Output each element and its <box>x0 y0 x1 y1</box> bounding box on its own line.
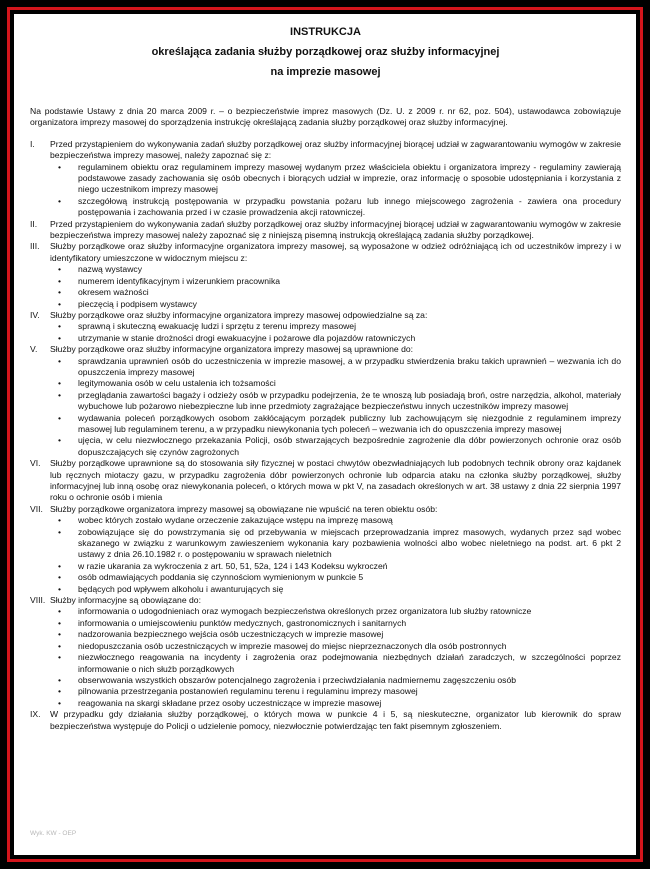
bullet-item: • osób odmawiających poddania się czynnościom wymienionym w punkcie 5 <box>78 572 621 583</box>
bullet-item: • obserwowania wszystkich obszarów potencjalnego zagrożenia i przeciwdziałania nadmiernemu zagęszczeniu osób <box>78 675 621 686</box>
bullet-list <box>50 321 621 344</box>
bullet-item: • pilnowania przestrzegania postanowień regulaminu terenu i regulaminu imprezy masowej <box>78 686 621 697</box>
bullet-item: • będących pod wpływem alkoholu i awanturujących się <box>78 584 621 595</box>
section-number: V. <box>30 344 38 355</box>
section-number: VII. <box>30 503 43 514</box>
section-text: Przed przystąpieniem do wykonywania zadań służby porządkowej oraz służby informacyjnej biorącej udział w zagwarantowaniu wymogów w zakresie bezpieczeństwa imprezy masowej należy zapoznać się z niniejszą pisemną instrukcją określającą zadania służby porządkowej. <box>50 218 621 241</box>
section-text: Służby informacyjne są obowiązane do: <box>50 595 201 606</box>
bullet-list <box>50 356 621 459</box>
section-text: Służby porządkowe uprawnione są do stosowania siły fizycznej w postaci chwytów obezwładniających lub podobnych technik obrony oraz kajdanek lub ręcznych miotaczy gazu, w przypadku zagrożenia dóbr powierzonych ochronie lub odparcia ataku na członka służby porządkowej, służby informacyjnej lub inną osobę oraz niewykonania poleceń, o których mowa w pkt V, na zasadach określonych w art. 38 ustawy z dnia 22 sierpnia 1997 roku o ochronie osób i mienia <box>50 458 621 503</box>
intro-paragraph: Na podstawie Ustawy z dnia 20 marca 2009 r. – o bezpieczeństwie imprez masowych (Dz. U. z 2009 r. nr 62, poz. 504), ustawodawca zobowiązuje organizatora imprezy masowej do sporządzenia instrukcję określającą zadania służby porządkowej oraz służby informacyjnej. <box>30 106 621 128</box>
section-number: I. <box>30 138 35 149</box>
section-item <box>30 595 621 709</box>
section-item <box>30 219 621 242</box>
bullet-item: • wydawania poleceń porządkowych osobom zakłócającym porządek publiczny lub zachowującym się niezgodnie z regulaminem imprezy masowej lub regulaminem terenu, a w przypadku niewykonania tych poleceń – wezwania ich do opuszczenia imprezy masowej <box>78 413 621 436</box>
section-item <box>30 504 621 595</box>
bullet-item: • pieczęcią i podpisem wystawcy <box>78 299 621 310</box>
bullet-list <box>50 515 621 595</box>
section-text: Służby porządkowe oraz służby informacyjne organizatora imprezy masowej odpowiedzialne są za: <box>50 309 428 320</box>
bullet-list <box>50 264 621 310</box>
section-text: W przypadku gdy działania służby porządkowej, o których mowa w punkcie 4 i 5, są nieskuteczne, organizator lub kierownik do spraw bezpieczeństwa występuje do Policji o udzielenie pomocy, niezwłocznie potwierdzając ten fakt pisemnym zgłoszeniem. <box>50 709 621 731</box>
bullet-item: • okresem ważności <box>78 287 621 298</box>
section-text: Przed przystąpieniem do wykonywania zadań służby porządkowej oraz służby informacyjnej biorącej udział w zagwarantowaniu wymogów w zakresie bezpieczeństwa imprezy masowej, należy zapoznać się z: <box>50 138 621 161</box>
section-item <box>30 310 621 344</box>
bullet-item: • informowania o umiejscowieniu punktów medycznych, gastronomicznych i sanitarnych <box>78 618 621 629</box>
document-title <box>30 22 621 82</box>
section-number: IV. <box>30 309 40 320</box>
bullet-item: • reagowania na skargi składane przez osoby uczestniczące w imprezie masowej <box>78 698 621 709</box>
section-number: VIII. <box>30 595 46 606</box>
sections-list <box>30 139 621 732</box>
bullet-item: • w razie ukarania za wykroczenia z art. 50, 51, 52a, 124 i 143 Kodeksu wykroczeń <box>78 561 621 572</box>
section-number: II. <box>30 218 38 229</box>
section-number: III. <box>30 241 40 252</box>
section-text: Służby porządkowe organizatora imprezy masowej są obowiązane nie wpuścić na teren obiektu osób: <box>50 503 438 514</box>
section-item <box>30 139 621 219</box>
section-item <box>30 709 621 732</box>
bullet-item: • utrzymanie w stanie drożności drogi ewakuacyjne i pożarowe dla pojazdów ratowniczych <box>78 333 621 344</box>
section-item <box>30 241 621 309</box>
bullet-item: • ujęcia, w celu niezwłocznego przekazania Policji, osób stwarzających bezpośrednie zagrożenie dla dóbr powierzonych ochronie oraz osób dopuszczających się czynów zagrożonych <box>78 435 621 458</box>
bullet-item: • zobowiązujące się do powstrzymania się od przebywania w miejscach przeprowadzania imprez masowych, wydanych przez sąd wobec skazanego w związku z warunkowym zawieszeniem wykonania kary pozbawienia wolności albo wobec nieletniego na podst. art. 6 pkt 2 ustawy z dnia 26.10.1982 r. o postępowaniu w sprawach nieletnich <box>78 527 621 561</box>
bullet-item: • regulaminem obiektu oraz regulaminem imprezy masowej wydanym przez właściciela obiektu i organizatora imprezy - regulaminy zawierają podstawowe zasady zachowania się osób obecnych i biorących udział w imprezie, oraz informację o sposobie udostępniania i korzystania z niego uczestnikom imprezy masowej <box>78 162 621 196</box>
section-text: Służby porządkowe oraz służby informacyjne organizatora imprezy masowej są uprawnione do: <box>50 344 414 355</box>
section-number: IX. <box>30 709 41 720</box>
bullet-list <box>50 606 621 709</box>
bullet-item: • sprawdzania uprawnień osób do uczestniczenia w imprezie masowej, a w przypadku stwierdzenia braku takich uprawnień – wezwania ich do opuszczenia imprezy masowej <box>78 356 621 379</box>
bullet-item: • niezwłocznego reagowania na incydenty i zagrożenia oraz podejmowania niezbędnych działań zaradczych, w szczególności poprzez informowanie o nich służb porządkowych <box>78 652 621 675</box>
bullet-item: • nazwą wystawcy <box>78 264 621 275</box>
title-line: określająca zadania służby porządkowej oraz służby informacyjnej <box>151 46 500 58</box>
bullet-item: • numerem identyfikacyjnym i wizerunkiem pracownika <box>78 276 621 287</box>
bullet-item: • niedopuszczania osób uczestniczących w imprezie masowej do miejsc nieprzeznaczonych dla osób postronnych <box>78 641 621 652</box>
title-line: na imprezie masowej <box>270 66 381 78</box>
title-line: INSTRUKCJA <box>290 26 361 38</box>
section-item <box>30 344 621 458</box>
section-number: VI. <box>30 458 41 469</box>
author-footer: Wyk. KW - OEP <box>30 830 77 837</box>
bullet-list <box>50 162 621 219</box>
bullet-item: • przeglądania zawartości bagaży i odzieży osób w przypadku podejrzenia, że te wnoszą lub posiadają broń, ostre narzędzia, alkohol, materiały wybuchowe lub pożarowo niebezpieczne lub inne przedmioty zagrażające bezpieczeństwu innych uczestników imprezy masowej <box>78 390 621 413</box>
bullet-item: • nadzorowania bezpiecznego wejścia osób uczestniczących w imprezie masowej <box>78 629 621 640</box>
section-text: Służby porządkowe oraz służby informacyjne organizatora imprezy masowej, są wyposażone w odzież odróżniającą ich od uczestników imprezy i w identyfikatory umieszczone w widocznym miejscu z: <box>50 241 621 263</box>
bullet-item: • legitymowania osób w celu ustalenia ich tożsamości <box>78 378 621 389</box>
bullet-item: • wobec których zostało wydane orzeczenie zakazujące wstępu na imprezę masową <box>78 515 621 526</box>
bullet-item: • szczegółową instrukcją postępowania w przypadku powstania pożaru lub innego miejscowego zagrożenia - zawiera ona procedury postępowania i zachowania przed i w czasie prowadzenia akcji ratowniczej. <box>78 196 621 219</box>
instruction-document <box>30 22 621 732</box>
section-item <box>30 458 621 504</box>
bullet-item: • informowania o udogodnieniach oraz wymogach bezpieczeństwa określonych przez organizatora lub służby ratownicze <box>78 606 621 617</box>
bullet-item: • sprawną i skuteczną ewakuację ludzi i sprzętu z terenu imprezy masowej <box>78 321 621 332</box>
